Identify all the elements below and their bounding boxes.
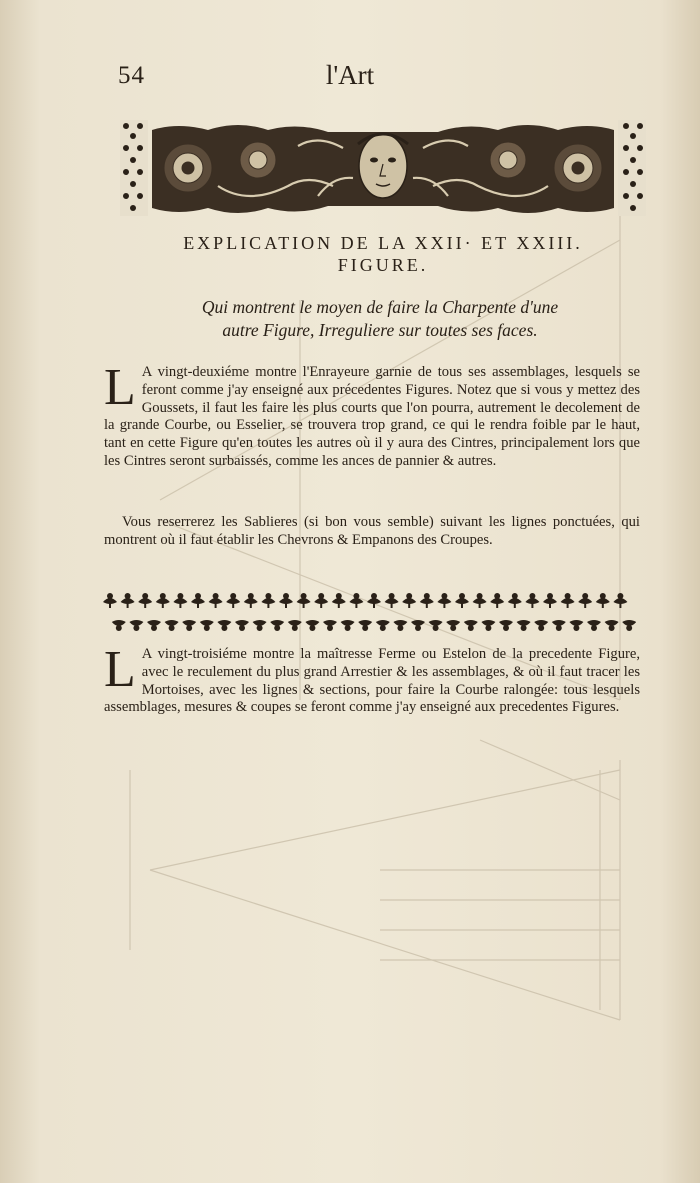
fleuron-motif [569, 620, 583, 631]
fleuron-motif [165, 620, 179, 631]
fleuron-motif [596, 593, 610, 608]
drop-cap-initial: L [104, 641, 136, 698]
fleuron-motif [367, 593, 381, 608]
chapter-subtitle-line-1: Qui montrent le moyen de faire la Charpente d'une [201, 297, 559, 317]
fleuron-motif [235, 620, 249, 631]
chapter-title-line-2: FIGURE. [337, 255, 429, 275]
fleuron-motif [605, 620, 619, 631]
fleuron-motif [103, 593, 117, 608]
chapter-title-line-1: EXPLICATION DE LA XXII· ET XXIII. [183, 233, 583, 253]
fleuron-motif [156, 593, 170, 608]
fleuron-motif [613, 593, 627, 608]
fleuron-motif [279, 593, 293, 608]
fleuron-motif [200, 620, 214, 631]
paragraph-1-text: A vingt-deuxiéme montre l'Enrayeure garnie de tous ses assemblages, lesquels se feront comme j'ay enseigné aux précedentes Figures. Notez que si vous y mettez des Goussets, il faut les faire les plus courts que l'on pourra, autrement le decolement de la grande Courbe, ou Esselier, se trouvera trop grand, ce qui le rendra foible par le haut, tant en cette Figure qu'en toutes les autres où il y aura des Cintres, principalement lors que les Cintres seront surbaissés, comme les ances de pannier & autres. [104, 364, 640, 469]
fleuron-motif [446, 620, 460, 631]
fleuron-motif [226, 593, 240, 608]
fleuron-motif [217, 620, 231, 631]
engraved-ornament-headpiece-icon [118, 116, 648, 220]
fleuron-motif [182, 620, 196, 631]
fleuron-motif [385, 593, 399, 608]
fleuron-motif [358, 620, 372, 631]
fleuron-motif [525, 593, 539, 608]
chapter-subtitle [130, 296, 630, 342]
fleuron-motif [191, 593, 205, 608]
drop-cap-initial: L [104, 359, 136, 416]
fleuron-motif [499, 620, 513, 631]
paragraph-2 [104, 514, 640, 550]
fleuron-motif [429, 620, 443, 631]
paragraph-3 [104, 641, 640, 717]
fleuron-motif [288, 620, 302, 631]
fleuron-motif [341, 620, 355, 631]
fleuron-motif [420, 593, 434, 608]
fleuron-motif [481, 620, 495, 631]
fleuron-motif [349, 593, 363, 608]
fleuron-motif [490, 593, 504, 608]
fleuron-motif [437, 593, 451, 608]
fleuron-motif [464, 620, 478, 631]
paragraph-2-text: Vous reserrerez les Sablieres (si bon vous semble) suivant les lignes ponctuées, qui montrent où il faut établir les Chevrons & Empanons des Croupes. [104, 514, 640, 548]
fleuron-motif [129, 620, 143, 631]
fleuron-motif [393, 620, 407, 631]
fleuron-motif [455, 593, 469, 608]
fleuron-motif [376, 620, 390, 631]
fleuron-motif [552, 620, 566, 631]
fleuron-motif [534, 620, 548, 631]
fleuron-motif [402, 593, 416, 608]
fleuron-motif [112, 620, 126, 631]
fleuron-motif [543, 593, 557, 608]
fleuron-motif [253, 620, 267, 631]
fleuron-motif [578, 593, 592, 608]
page-number: 54 [118, 62, 145, 89]
paragraph-1 [104, 359, 640, 471]
fleuron-motif [147, 620, 161, 631]
fleuron-motif [209, 593, 223, 608]
fleuron-motif [508, 593, 522, 608]
fleuron-motif [305, 620, 319, 631]
fleuron-motif [323, 620, 337, 631]
fleuron-motif [622, 620, 636, 631]
fleuron-motif [517, 620, 531, 631]
fleuron-motif [244, 593, 258, 608]
fleuron-motif [473, 593, 487, 608]
fleuron-motif [261, 593, 275, 608]
fleuron-motif [297, 593, 311, 608]
fleuron-motif [270, 620, 284, 631]
fleuron-motif [121, 593, 135, 608]
chapter-title [118, 232, 648, 276]
paragraph-3-text: A vingt-troisiéme montre la maîtresse Ferme ou Estelon de la precedente Figure, avec le reculement du plus grand Arrestier & les assemblages, & où il faut tracer les Mortoises, avec les lignes & sections, pour faire la Courbe ralongée: tous lesquels assemblages, mesures & coupes se feront comme j'ay enseigné aux precedentes Figures. [104, 646, 640, 716]
fleuron-motif [587, 620, 601, 631]
chapter-subtitle-line-2: autre Figure, Irreguliere sur toutes ses faces. [222, 320, 538, 340]
fleuron-motif [411, 620, 425, 631]
fleuron-divider-band-icon [100, 586, 636, 638]
running-head: l'Art [325, 60, 375, 90]
fleuron-motif [314, 593, 328, 608]
fleuron-motif [138, 593, 152, 608]
fleuron-motif [332, 593, 346, 608]
fleuron-motif [561, 593, 575, 608]
fleuron-motif [173, 593, 187, 608]
